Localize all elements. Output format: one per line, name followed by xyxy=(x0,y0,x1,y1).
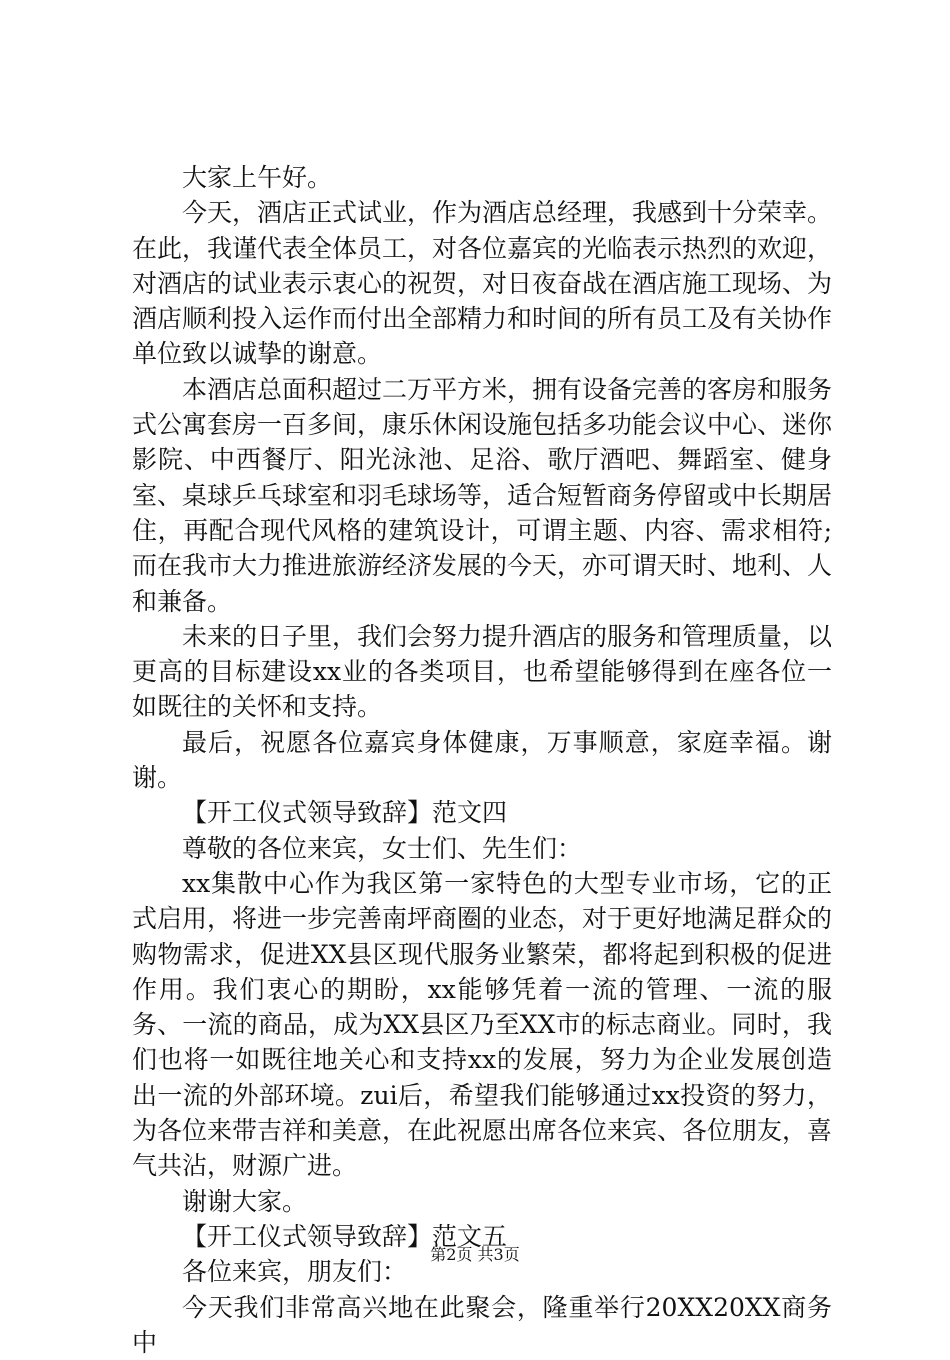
paragraph-salutation-five: 各位来宾，朋友们： xyxy=(132,1254,832,1289)
paragraph-salutation-four: 尊敬的各位来宾，女士们、先生们： xyxy=(132,831,832,866)
paragraph-greeting: 大家上午好。 xyxy=(132,160,832,195)
paragraph-market-center: xx集散中心作为我区第一家特色的大型专业市场，它的正式启用，将进一步完善南坪商圈的业态，对于更好地满足群众的购物需求，促进XX县区现代服务业繁荣，都将起到积极的促进作用。我们衷心的期盼，xx能够凭着一流的管理、一流的服务、一流的商品，成为XX县区乃至XX市的标志商业。同时，我们也将一如既往地关心和支持xx的发展，努力为企业发展创造出一流的外部环境。zui后，希望我们能够通过xx投资的努力，为各位来带吉祥和美意，在此祝愿出席各位来宾、各位朋友，喜气共沾，财源广进。 xyxy=(132,866,832,1184)
page-footer: 第2页 共3页 xyxy=(0,1244,950,1266)
paragraph-future-plans: 未来的日子里，我们会努力提升酒店的服务和管理质量，以更高的目标建设xx业的各类项目，也希望能够得到在座各位一如既往的关怀和支持。 xyxy=(132,619,832,725)
paragraph-opening-remarks: 今天，酒店正式试业，作为酒店总经理，我感到十分荣幸。在此，我谨代表全体员工，对各位嘉宾的光临表示热烈的欢迎，对酒店的试业表示衷心的祝贺，对日夜奋战在酒店施工现场、为酒店顺利投入运作而付出全部精力和时间的所有员工及有关协作单位致以诚挚的谢意。 xyxy=(132,195,832,371)
document-body xyxy=(132,160,832,1360)
paragraph-closing-wishes: 最后，祝愿各位嘉宾身体健康，万事顺意，家庭幸福。谢谢。 xyxy=(132,725,832,796)
paragraph-ceremony-intro: 今天我们非常高兴地在此聚会，隆重举行20XX20XX商务中 xyxy=(132,1290,832,1360)
section-heading-sample-four: 【开工仪式领导致辞】范文四 xyxy=(132,795,832,830)
paragraph-hotel-description: 本酒店总面积超过二万平方米，拥有设备完善的客房和服务式公寓套房一百多间，康乐休闲设施包括多功能会议中心、迷你影院、中西餐厅、阳光泳池、足浴、歌厅酒吧、舞蹈室、健身室、桌球乒乓球室和羽毛球场等，适合短暂商务停留或中长期居住，再配合现代风格的建筑设计，可谓主题、内容、需求相符;而在我市大力推进旅游经济发展的今天，亦可谓天时、地利、人和兼备。 xyxy=(132,372,832,619)
paragraph-thanks: 谢谢大家。 xyxy=(132,1184,832,1219)
section-heading-sample-five: 【开工仪式领导致辞】范文五 xyxy=(132,1219,832,1254)
